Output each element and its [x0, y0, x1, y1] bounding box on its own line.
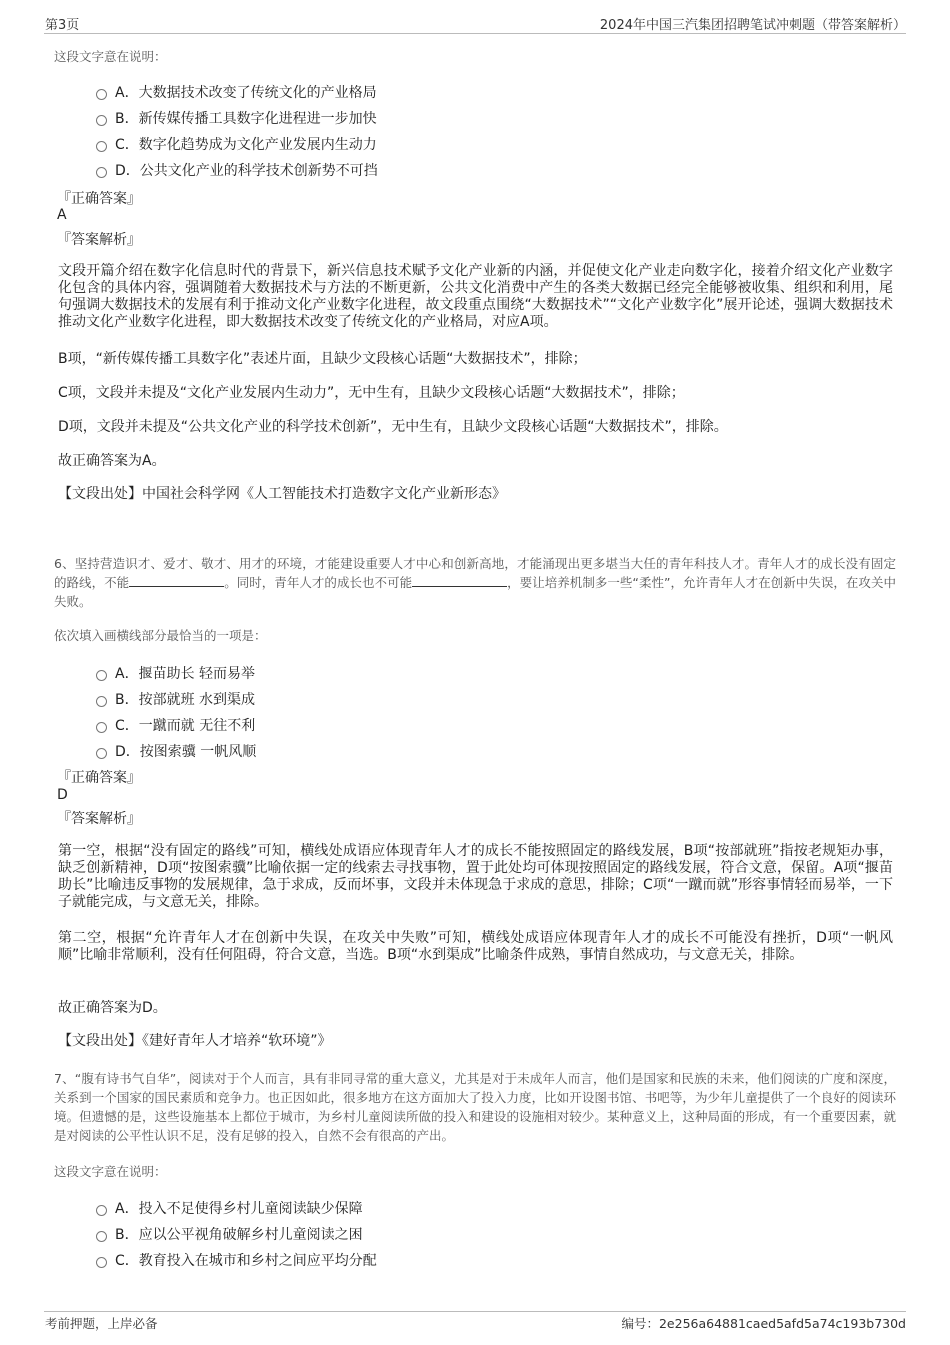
- radio-icon[interactable]: [96, 1257, 107, 1268]
- q6-option-d[interactable]: D．按图索骥 一帆风顺: [96, 741, 256, 761]
- footer-slogan: 考前押题，上岸必备: [45, 1316, 158, 1331]
- q6-answer: D: [57, 787, 68, 803]
- header-divider: [44, 33, 906, 34]
- blank-1: [129, 574, 224, 587]
- q5-prompt: 这段文字意在说明：: [54, 49, 167, 64]
- q6-option-c[interactable]: C．一蹴而就 无往不利: [96, 715, 255, 735]
- q7-stem: 7、“腹有诗书气自华”，阅读对于个人而言，具有非同寻常的重大意义，尤其是对于未成年人而言，他们是国家和民族的未来，他们阅读的广度和深度，关系到一个国家的国民素质和竞争力。也正因如此，很多地方在这方面加大了投入力度，比如开设图书馆、书吧等，为少年儿童提供了一个良好的阅读环境。但遗憾的是，这些设施基本上都位于城市，为乡村儿童阅读所做的投入和建设的设施相对较少。某种意义上，这种局面的形成，有一个重要因素，就是对阅读的公平性认识不足，没有足够的投入，自然不会有很高的产出。: [54, 1071, 896, 1143]
- q5-option-a[interactable]: A．大数据技术改变了传统文化的产业格局: [96, 82, 377, 102]
- document-title: 2024年中国三汽集团招聘笔试冲刺题（带答案解析）: [599, 18, 906, 33]
- q6-option-a[interactable]: A．揠苗助长 轻而易举: [96, 663, 255, 683]
- q6-answer-label: 『正确答案』: [57, 770, 141, 786]
- q6-prompt: 依次填入画横线部分最恰当的一项是：: [54, 628, 267, 643]
- q5-option-b[interactable]: B．新传媒传播工具数字化进程进一步加快: [96, 108, 377, 128]
- q5-analysis-main: 文段开篇介绍在数字化信息时代的背景下，新兴信息技术赋予文化产业新的内涵，并促使文化产业走向数字化，接着介绍文化产业数字化包含的具体内容，强调随着大数据技术与方法的不断更新，公共文化消费中产生的各类大数据已经完全能够被收集、组织和利用，尾句强调大数据技术的发展有利于推动文化产业数字化进程，故文段重点围绕“大数据技术”“文化产业数字化”展开论述，强调大数据技术推动文化产业数字化进程，即大数据技术改变了传统文化的产业格局，对应A项。: [58, 263, 893, 330]
- q5-answer-label: 『正确答案』: [57, 191, 141, 207]
- radio-icon[interactable]: [96, 748, 107, 759]
- q7-option-b[interactable]: B．应以公平视角破解乡村儿童阅读之困: [96, 1224, 363, 1244]
- radio-icon[interactable]: [96, 722, 107, 733]
- radio-icon[interactable]: [96, 696, 107, 707]
- q5-option-c[interactable]: C．数字化趋势成为文化产业发展内生动力: [96, 134, 377, 154]
- q7-option-a[interactable]: A．投入不足使得乡村儿童阅读缺少保障: [96, 1198, 363, 1218]
- q6-source: 【文段出处】《建好青年人才培养“软环境”》: [58, 1033, 332, 1049]
- q6-analysis-second: 第二空，根据“允许青年人才在创新中失误，在攻关中失败”可知，横线处成语应体现青年人才的成长不可能没有挫折，D项“一帆风顺”比喻非常顺利，没有任何阻碍，符合文意，当选。B项“水到渠成”比喻条件成熟，事情自然成功，与文意无关，排除。: [58, 930, 893, 963]
- blank-2: [412, 574, 507, 587]
- radio-icon[interactable]: [96, 1231, 107, 1242]
- q5-option-d[interactable]: D．公共文化产业的科学技术创新势不可挡: [96, 160, 378, 180]
- q5-analysis-d: D项，文段并未提及“公共文化产业的科学技术创新”，无中生有，且缺少文段核心话题“大数据技术”，排除。: [58, 419, 728, 435]
- q5-conclusion: 故正确答案为A。: [58, 453, 166, 469]
- q6-option-b[interactable]: B．按部就班 水到渠成: [96, 689, 255, 709]
- radio-icon[interactable]: [96, 167, 107, 178]
- q5-source: 【文段出处】中国社会科学网《人工智能技术打造数字文化产业新形态》: [58, 486, 506, 502]
- radio-icon[interactable]: [96, 670, 107, 681]
- radio-icon[interactable]: [96, 1205, 107, 1216]
- footer-divider: [44, 1311, 906, 1312]
- page-number: 第3页: [45, 18, 80, 33]
- q5-analysis-c: C项，文段并未提及“文化产业发展内生动力”，无中生有，且缺少文段核心话题“大数据技术”，排除；: [58, 385, 685, 401]
- q6-conclusion: 故正确答案为D。: [58, 1000, 167, 1016]
- q5-answer: A: [57, 207, 67, 223]
- radio-icon[interactable]: [96, 89, 107, 100]
- document-id: 编号：2e256a64881caed5afd5a74c193b730d: [621, 1316, 906, 1331]
- q5-analysis-label: 『答案解析』: [57, 232, 141, 248]
- q5-analysis-b: B项，“新传媒传播工具数字化”表述片面，且缺少文段核心话题“大数据技术”，排除；: [58, 351, 587, 367]
- q6-analysis-first: 第一空，根据“没有固定的路线”可知，横线处成语应体现青年人才的成长不能按照固定的路线发展，B项“按部就班”指按老规矩办事，缺乏创新精神，D项“按图索骥”比喻依据一定的线索去寻找事物，置于此处均可体现按照固定的路线发展，符合文意，保留。A项“揠苗助长”比喻违反事物的发展规律，急于求成，反而坏事，文段并未体现急于求成的意思，排除；C项“一蹴而就”形容事情轻而易举，一下子就能完成，与文意无关，排除。: [58, 843, 893, 910]
- q7-option-c[interactable]: C．教育投入在城市和乡村之间应平均分配: [96, 1250, 377, 1270]
- q6-stem: 6、坚持营造识才、爱才、敬才、用才的环境，才能建设重要人才中心和创新高地，才能涌现出更多堪当大任的青年科技人才。青年人才的成长没有固定的路线，不能 。同时，青年人才的成长也不可能 ，要让培养机制多一些“柔性”，允许青年人才在创新中失误，在攻关中失败。: [54, 556, 896, 609]
- radio-icon[interactable]: [96, 141, 107, 152]
- q6-analysis-label: 『答案解析』: [57, 811, 141, 827]
- radio-icon[interactable]: [96, 115, 107, 126]
- q7-prompt: 这段文字意在说明：: [54, 1164, 167, 1179]
